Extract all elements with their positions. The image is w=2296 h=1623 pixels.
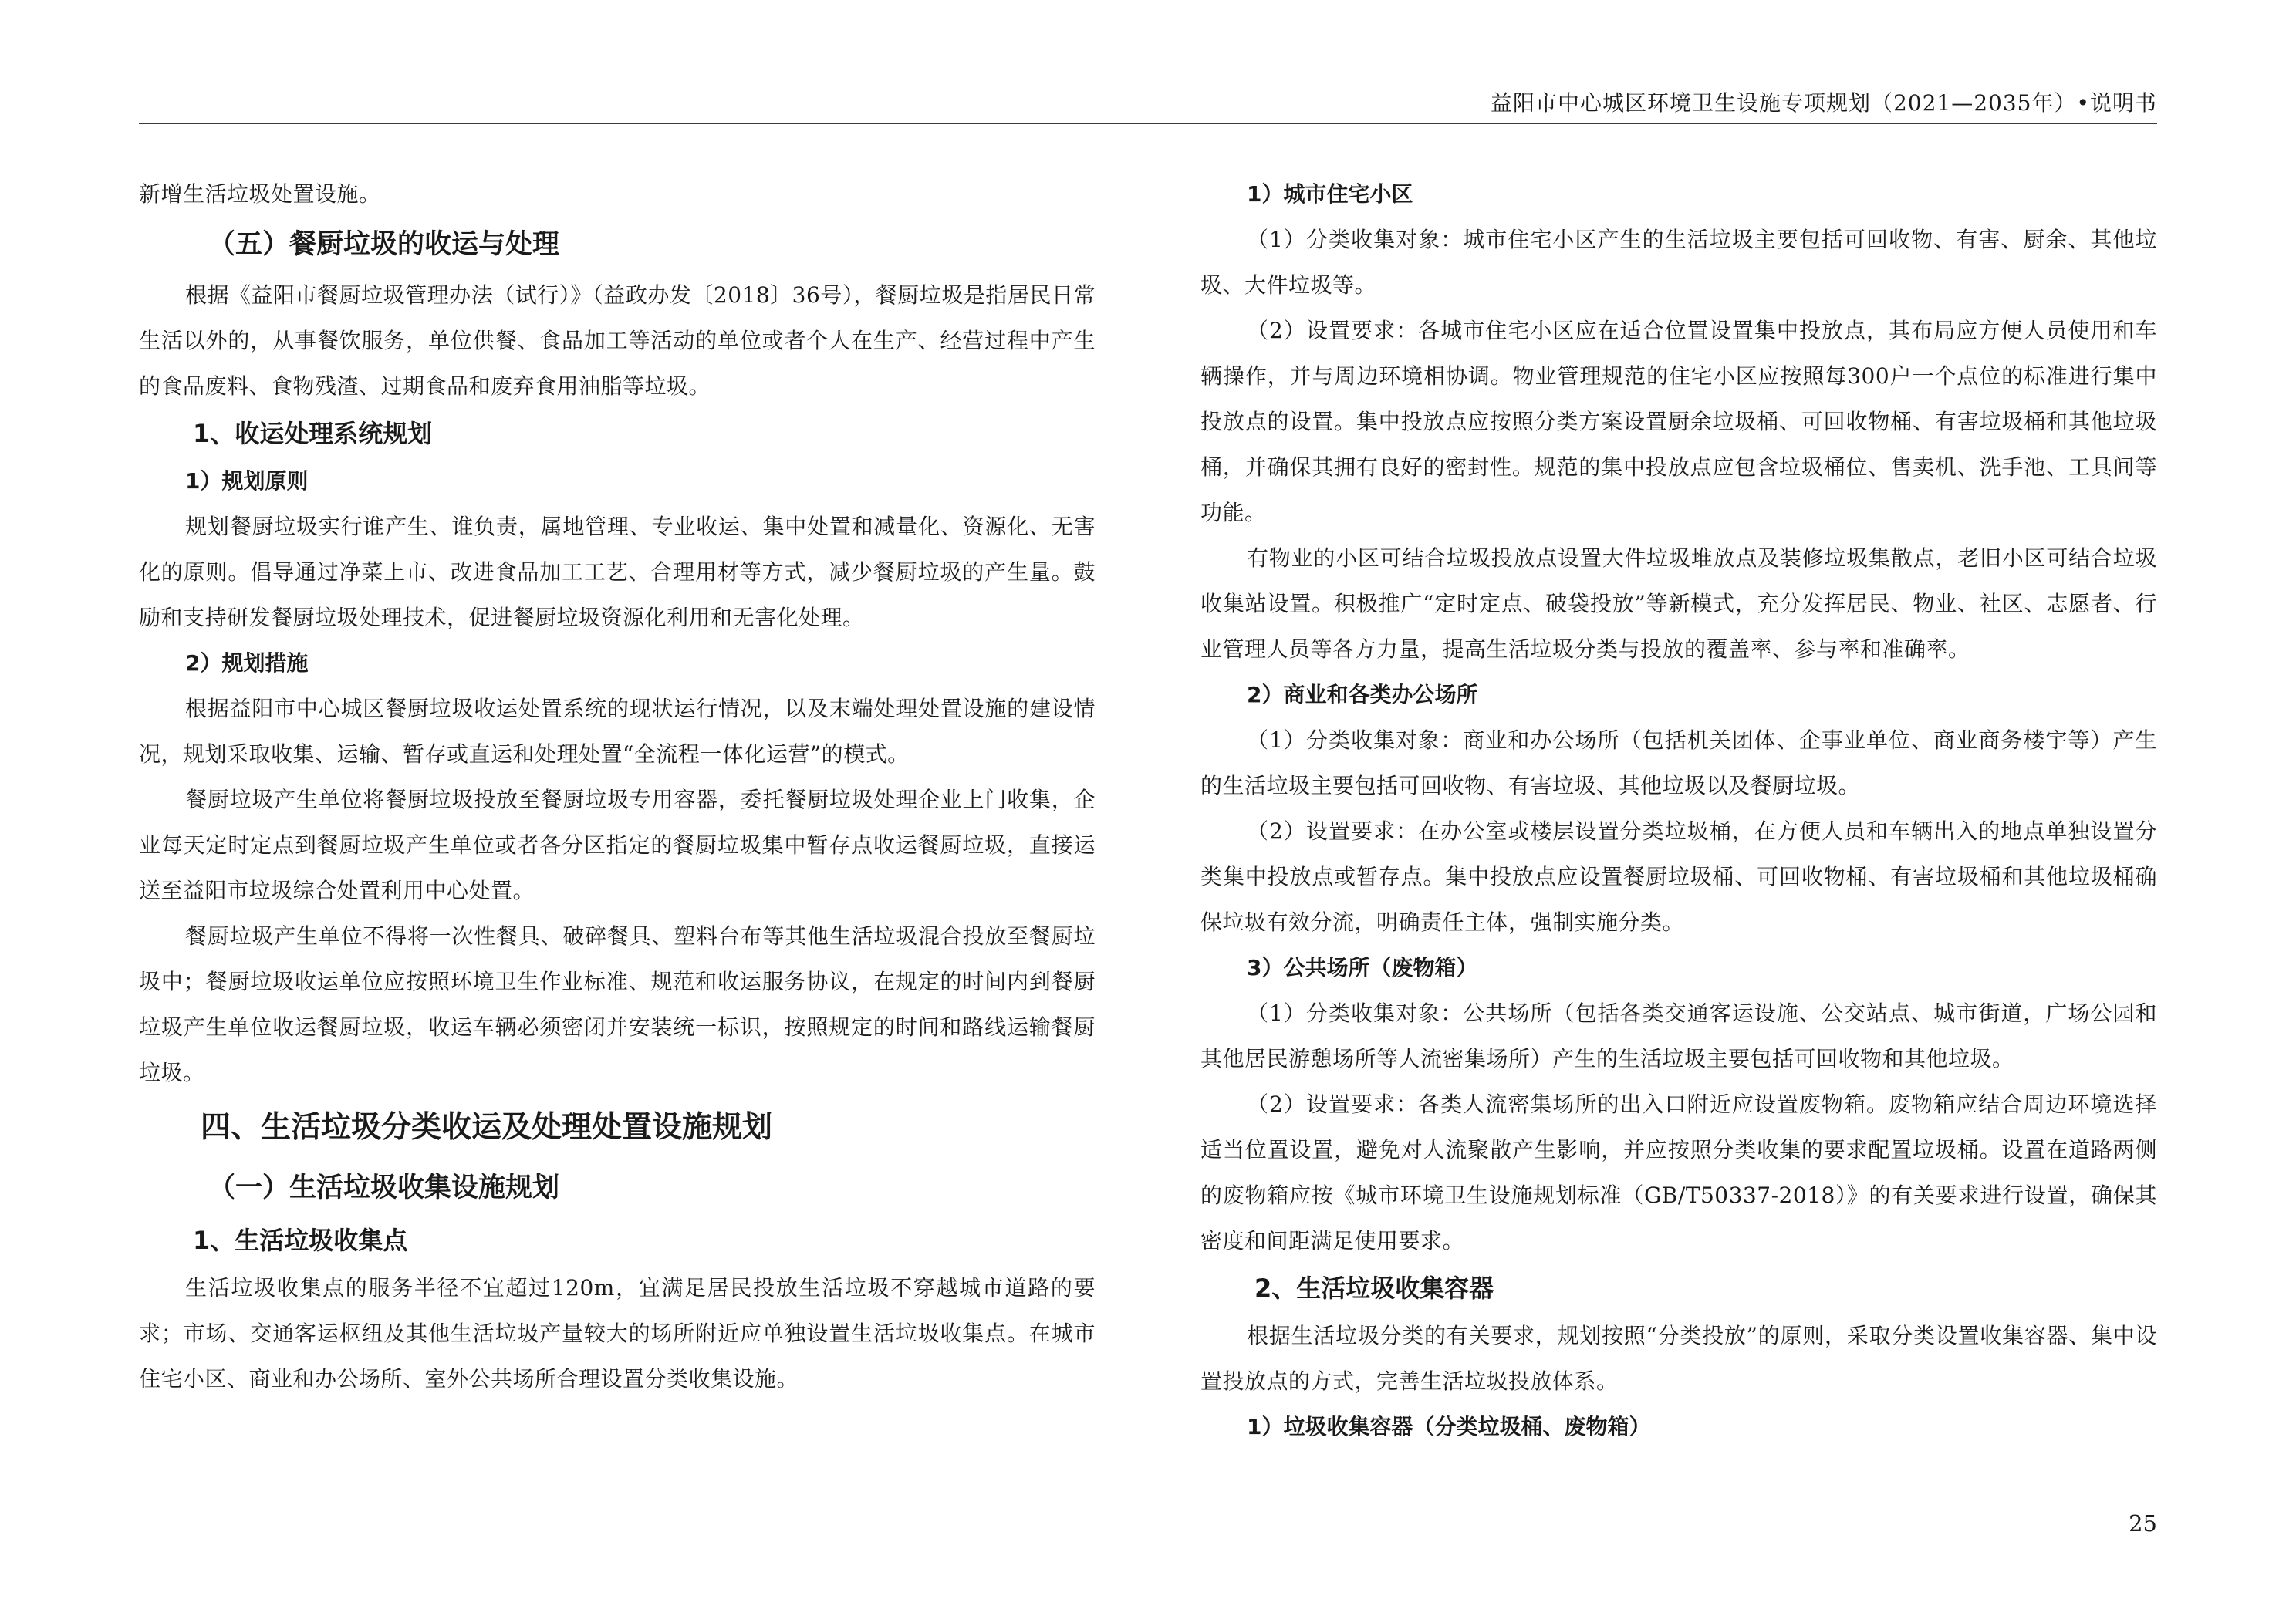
- paragraph: 根据益阳市中心城区餐厨垃圾收运处置系统的现状运行情况，以及末端处理处置设施的建设情况，规划采取收集、运输、暂存或直运和处理处置“全流程一体化运营”的模式。: [139, 696, 1096, 767]
- chapter-heading: 四、生活垃圾分类收运及处理处置设施规划: [201, 1110, 773, 1145]
- paragraph: 生活垃圾收集点的服务半径不宜超过120m，宜满足居民投放生活垃圾不穿越城市道路的要求；市场、交通客运枢纽及其他生活垃圾产量较大的场所附近应单独设置生活垃圾收集点。在城市住宅小区、商业和办公场所、室外公共场所合理设置分类收集设施。: [139, 1275, 1096, 1392]
- right-column: [1200, 171, 2157, 1449]
- section-heading: （五）餐厨垃圾的收运与处理: [208, 229, 560, 260]
- item-heading: 1）规划原则: [185, 468, 309, 494]
- header-divider: [139, 123, 2157, 124]
- subsection-heading: 1、收运处理系统规划: [193, 419, 433, 448]
- paragraph: （1）分类收集对象：公共场所（包括各类交通客运设施、公交站点、城市街道，广场公园和其他居民游憩场所等人流密集场所）产生的生活垃圾主要包括可回收物和其他垃圾。: [1200, 1000, 2157, 1071]
- paragraph: 有物业的小区可结合垃圾投放点设置大件垃圾堆放点及装修垃圾集散点，老旧小区可结合垃圾收集站设置。积极推广“定时定点、破袋投放”等新模式，充分发挥居民、物业、社区、志愿者、行业管理人员等各方力量，提高生活垃圾分类与投放的覆盖率、参与率和准确率。: [1200, 545, 2157, 662]
- paragraph: 根据《益阳市餐厨垃圾管理办法（试行）》（益政办发〔2018〕36号），餐厨垃圾是指居民日常生活以外的，从事餐饮服务，单位供餐、食品加工等活动的单位或者个人在生产、经营过程中产生的食品废料、食物残渣、过期食品和废弃食用油脂等垃圾。: [139, 282, 1096, 399]
- paragraph: （2）设置要求：各类人流密集场所的出入口附近应设置废物箱。废物箱应结合周边环境选择适当位置设置，避免对人流聚散产生影响，并应按照分类收集的要求配置垃圾桶。设置在道路两侧的废物箱应按《城市环境卫生设施规划标准（GB/T50337-2018）》的有关要求进行设置，确保其密度和间距满足使用要求。: [1200, 1092, 2157, 1254]
- paragraph: 规划餐厨垃圾实行谁产生、谁负责，属地管理、专业收运、集中处置和减量化、资源化、无害化的原则。倡导通过净菜上市、改进食品加工工艺、合理用材等方式，减少餐厨垃圾的产生量。鼓励和支持研发餐厨垃圾处理技术，促进餐厨垃圾资源化利用和无害化处理。: [139, 514, 1096, 630]
- item-heading: 3）公共场所（废物箱）: [1247, 955, 1478, 980]
- paragraph: 根据生活垃圾分类的有关要求，规划按照“分类投放”的原则，采取分类设置收集容器、集中设置投放点的方式，完善生活垃圾投放体系。: [1200, 1323, 2157, 1394]
- paragraph: 餐厨垃圾产生单位将餐厨垃圾投放至餐厨垃圾专用容器，委托餐厨垃圾处理企业上门收集，企业每天定时定点到餐厨垃圾产生单位或者各分区指定的餐厨垃圾集中暂存点收运餐厨垃圾，直接运送至益阳市垃圾综合处置利用中心处置。: [139, 787, 1096, 903]
- page-number: 25: [2129, 1510, 2157, 1537]
- left-column: [139, 171, 1096, 1402]
- paragraph: （2）设置要求：各城市住宅小区应在适合位置设置集中投放点，其布局应方便人员使用和车辆操作，并与周边环境相协调。物业管理规范的住宅小区应按照每300户一个点位的标准进行集中投放点的设置。集中投放点应按照分类方案设置厨余垃圾桶、可回收物桶、有害垃圾桶和其他垃圾桶，并确保其拥有良好的密封性。规范的集中投放点应包含垃圾桶位、售卖机、洗手池、工具间等功能。: [1200, 318, 2157, 525]
- paragraph: 餐厨垃圾产生单位不得将一次性餐具、破碎餐具、塑料台布等其他生活垃圾混合投放至餐厨垃圾中；餐厨垃圾收运单位应按照环境卫生作业标准、规范和收运服务协议，在规定的时间内到餐厨垃圾产生单位收运餐厨垃圾，收运车辆必须密闭并安装统一标识，按照规定的时间和路线运输餐厨垃圾。: [139, 923, 1096, 1085]
- item-heading: 2）商业和各类办公场所: [1247, 682, 1478, 707]
- item-heading: 1）城市住宅小区: [1247, 181, 1413, 207]
- item-heading: 2）规划措施: [185, 650, 309, 676]
- section-heading: （一）生活垃圾收集设施规划: [208, 1173, 560, 1203]
- subsection-heading: 2、生活垃圾收集容器: [1254, 1274, 1494, 1303]
- paragraph: （1）分类收集对象：商业和办公场所（包括机关团体、企事业单位、商业商务楼宇等）产生的生活垃圾主要包括可回收物、有害垃圾、其他垃圾以及餐厨垃圾。: [1200, 727, 2157, 798]
- running-header-title: 益阳市中心城区环境卫生设施专项规划（2021—2035年）•说明书: [1490, 90, 2157, 116]
- item-heading: 1）垃圾收集容器（分类垃圾桶、废物箱）: [1247, 1414, 1651, 1439]
- subsection-heading: 1、生活垃圾收集点: [193, 1226, 408, 1255]
- paragraph: （2）设置要求：在办公室或楼层设置分类垃圾桶，在方便人员和车辆出入的地点单独设置分类集中投放点或暂存点。集中投放点应设置餐厨垃圾桶、可回收物桶、有害垃圾桶和其他垃圾桶确保垃圾有效分流，明确责任主体，强制实施分类。: [1200, 818, 2157, 935]
- paragraph: 新增生活垃圾处置设施。: [139, 181, 381, 207]
- paragraph: （1）分类收集对象：城市住宅小区产生的生活垃圾主要包括可回收物、有害、厨余、其他垃圾、大件垃圾等。: [1200, 227, 2157, 298]
